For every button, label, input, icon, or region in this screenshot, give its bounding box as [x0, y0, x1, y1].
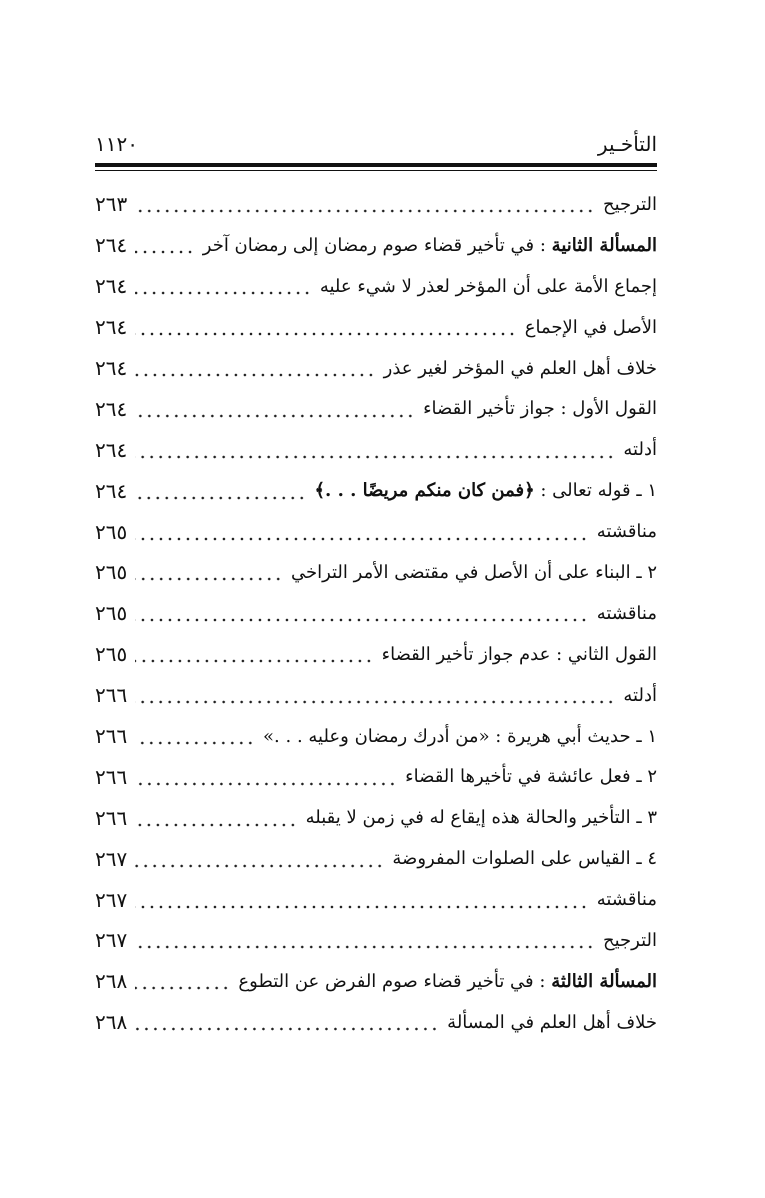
entry-text: مناقشته: [596, 521, 657, 543]
toc-entry: [95, 388, 657, 429]
dot-leader: [135, 481, 306, 501]
entry-page-number: ٢٦٧: [95, 887, 128, 912]
entry-text: القول الثاني : عدم جواز تأخير القضاء: [381, 643, 657, 665]
dot-leader: [135, 194, 595, 214]
toc-entry: [95, 225, 657, 266]
header-rule-thick: [95, 163, 657, 167]
entry-page-number: ٢٦٣: [95, 192, 128, 217]
entry-page-number: ٢٦٤: [95, 478, 128, 503]
entry-page-number: ٢٦٦: [95, 724, 128, 749]
entry-title: [623, 685, 657, 706]
dot-leader: [135, 399, 415, 419]
entry-title: [597, 603, 657, 624]
entry-text: مناقشته: [596, 889, 657, 911]
entry-title: [238, 971, 657, 992]
entry-title: [291, 562, 657, 583]
entry-page-number: ٢٦٤: [95, 233, 128, 258]
entry-text: خلاف أهل العلم في المسألة: [447, 1011, 657, 1033]
toc-entry: [95, 879, 657, 920]
toc-entry: [95, 593, 657, 634]
entry-title: [525, 317, 657, 338]
page-number: ١١٢٠: [95, 132, 138, 156]
entry-heading: المسألة الثالثة: [551, 970, 657, 992]
toc-entry: [95, 756, 657, 797]
entry-title: [315, 480, 658, 501]
entry-title: [320, 276, 657, 297]
running-header: [95, 130, 657, 158]
entry-page-number: ٢٦٤: [95, 437, 128, 462]
entry-page-number: ٢٦٤: [95, 356, 128, 380]
entry-title: [405, 766, 657, 787]
toc-entry: [95, 348, 657, 389]
toc-entry: [95, 184, 657, 225]
toc-entry: [95, 838, 657, 879]
entry-page-number: ٢٦٧: [95, 846, 128, 871]
dot-leader: [135, 930, 595, 950]
entry-page-number: ٢٦٥: [95, 601, 128, 626]
entry-title: [263, 726, 657, 747]
entry-text: ١ ـ حديث أبي هريرة : «من أدرك رمضان وعليه . . .»: [263, 725, 657, 747]
entry-heading: ١ ـ قوله تعالى :: [540, 480, 657, 502]
toc-entry: [95, 716, 657, 757]
toc-entry: [95, 511, 657, 552]
entry-text: ٤ ـ القياس على الصلوات المفروضة: [392, 848, 657, 870]
dot-leader: [135, 849, 384, 869]
dot-leader: [135, 726, 255, 746]
dot-leader: [135, 358, 375, 378]
dot-leader: [135, 767, 397, 787]
dot-leader: [135, 440, 615, 460]
entry-text: الترجيح: [602, 193, 657, 215]
entry-text: خلاف أهل العلم في المؤخر لغير عذر: [383, 357, 657, 379]
dot-leader: [135, 603, 588, 623]
dot-leader: [135, 562, 283, 582]
entry-title: [447, 1012, 657, 1033]
entry-page-number: ٢٦٥: [95, 560, 128, 585]
entry-text: الأصل في الإجماع: [524, 316, 657, 338]
dot-leader: [135, 317, 517, 337]
entry-page-number: ٢٦٥: [95, 642, 128, 667]
entry-heading: المسألة الثانية: [551, 234, 657, 256]
toc-entry: [95, 470, 657, 511]
dot-leader: [135, 685, 615, 705]
dot-leader: [135, 644, 373, 664]
dot-leader: [135, 522, 588, 542]
entry-text: الترجيح: [602, 929, 657, 951]
dot-leader: [135, 235, 195, 255]
toc-entry: [95, 307, 657, 348]
entry-page-number: ٢٦٤: [95, 274, 128, 299]
toc-entry: [95, 920, 657, 961]
dot-leader: [135, 808, 297, 828]
entry-title: [623, 439, 657, 460]
dot-leader: [135, 890, 588, 910]
entry-text: أدلته: [623, 684, 657, 706]
entry-title: [423, 398, 657, 419]
entry-page-number: ٢٦٧: [95, 928, 128, 953]
dot-leader: [135, 971, 230, 991]
section-title: التأخـير: [597, 132, 657, 156]
entry-page-number: ٢٦٨: [95, 969, 128, 994]
entry-page-number: ٢٦٦: [95, 683, 128, 708]
header-rule-thin: [95, 170, 657, 171]
entry-title: [384, 358, 657, 379]
entry-text: القول الأول : جواز تأخير القضاء: [423, 398, 657, 420]
entry-title: [392, 848, 657, 869]
entry-title: [306, 807, 657, 828]
entry-text: مناقشته: [596, 602, 657, 624]
entry-page-number: ٢٦٦: [95, 764, 128, 789]
toc-entry: [95, 1002, 657, 1043]
entry-title: [382, 644, 657, 665]
entry-title: [203, 235, 657, 256]
toc-entry: [95, 552, 657, 593]
entry-page-number: ٢٦٦: [95, 805, 128, 830]
entry-text: ٢ ـ البناء على أن الأصل في مقتضى الأمر التراخي: [290, 561, 657, 583]
toc-entry: [95, 266, 657, 307]
entry-page-number: ٢٦٥: [95, 519, 128, 544]
toc-entry: [95, 429, 657, 470]
entry-page-number: ٢٦٨: [95, 1010, 128, 1035]
entry-text: ٢ ـ فعل عائشة في تأخيرها القضاء: [405, 766, 657, 788]
table-of-contents: [95, 184, 657, 1043]
entry-title: [603, 930, 657, 951]
toc-entry: [95, 675, 657, 716]
entry-text: : في تأخير قضاء صوم الفرض عن التطوع: [238, 970, 546, 992]
dot-leader: [135, 1012, 439, 1032]
toc-entry: [95, 797, 657, 838]
entry-text: أدلته: [623, 439, 657, 461]
toc-entry: [95, 961, 657, 1002]
entry-text: إجماع الأمة على أن المؤخر لعذر لا شيء عليه: [319, 275, 657, 297]
entry-page-number: ٢٦٤: [95, 396, 128, 421]
entry-title: [603, 194, 657, 215]
toc-entry: [95, 634, 657, 675]
entry-page-number: ٢٦٤: [95, 315, 128, 340]
entry-text: ٣ ـ التأخير والحالة هذه إيقاع له في زمن لا يقبله: [305, 807, 657, 829]
entry-title: [597, 889, 657, 910]
dot-leader: [135, 276, 312, 296]
entry-title: [597, 521, 657, 542]
entry-text: ﴿فمن كان منكم مريضًا . . .﴾: [314, 480, 535, 502]
entry-text: : في تأخير قضاء صوم رمضان إلى رمضان آخر: [202, 234, 546, 256]
